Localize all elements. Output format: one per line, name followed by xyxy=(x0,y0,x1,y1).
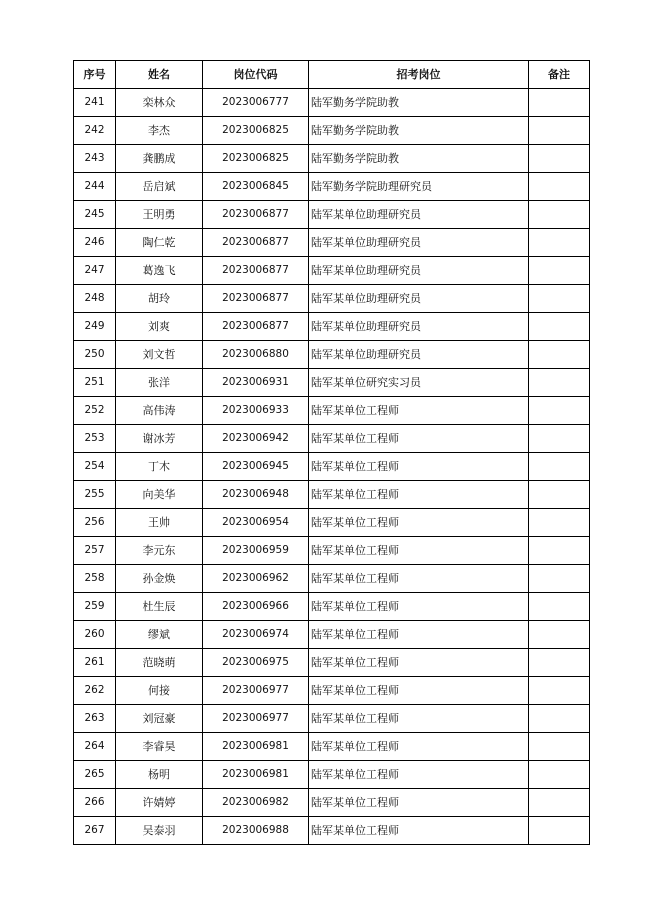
cell-code: 2023006933 xyxy=(203,397,309,425)
table-row xyxy=(74,677,590,705)
table-row xyxy=(74,453,590,481)
cell-name: 缪斌 xyxy=(116,621,203,649)
cell-note xyxy=(529,677,590,705)
cell-code: 2023006877 xyxy=(203,229,309,257)
cell-code: 2023006948 xyxy=(203,481,309,509)
cell-name: 栾林众 xyxy=(116,89,203,117)
cell-no: 260 xyxy=(74,621,116,649)
cell-note xyxy=(529,621,590,649)
header-name: 姓名 xyxy=(116,61,203,89)
cell-code: 2023006982 xyxy=(203,789,309,817)
cell-code: 2023006942 xyxy=(203,425,309,453)
cell-code: 2023006981 xyxy=(203,761,309,789)
cell-note xyxy=(529,761,590,789)
cell-name: 孙金焕 xyxy=(116,565,203,593)
cell-post: 陆军某单位工程师 xyxy=(309,649,529,677)
table-row xyxy=(74,425,590,453)
table-row xyxy=(74,761,590,789)
header-note: 备注 xyxy=(529,61,590,89)
cell-name: 范晓萌 xyxy=(116,649,203,677)
cell-no: 256 xyxy=(74,509,116,537)
cell-code: 2023006975 xyxy=(203,649,309,677)
cell-note xyxy=(529,649,590,677)
cell-name: 王明勇 xyxy=(116,201,203,229)
cell-code: 2023006966 xyxy=(203,593,309,621)
table-row xyxy=(74,341,590,369)
cell-code: 2023006988 xyxy=(203,817,309,845)
cell-post: 陆军某单位工程师 xyxy=(309,789,529,817)
table-row xyxy=(74,89,590,117)
cell-code: 2023006931 xyxy=(203,369,309,397)
cell-post: 陆军某单位助理研究员 xyxy=(309,285,529,313)
cell-note xyxy=(529,565,590,593)
cell-no: 261 xyxy=(74,649,116,677)
cell-note xyxy=(529,117,590,145)
cell-post: 陆军某单位工程师 xyxy=(309,705,529,733)
cell-name: 杨明 xyxy=(116,761,203,789)
cell-no: 252 xyxy=(74,397,116,425)
cell-post: 陆军某单位工程师 xyxy=(309,761,529,789)
cell-name: 刘冠豪 xyxy=(116,705,203,733)
cell-post: 陆军某单位工程师 xyxy=(309,537,529,565)
cell-code: 2023006777 xyxy=(203,89,309,117)
cell-no: 242 xyxy=(74,117,116,145)
cell-note xyxy=(529,397,590,425)
table-row xyxy=(74,509,590,537)
cell-note xyxy=(529,89,590,117)
cell-note xyxy=(529,733,590,761)
cell-no: 257 xyxy=(74,537,116,565)
cell-note xyxy=(529,145,590,173)
cell-code: 2023006877 xyxy=(203,285,309,313)
table-row xyxy=(74,257,590,285)
cell-no: 266 xyxy=(74,789,116,817)
cell-note xyxy=(529,705,590,733)
table-row xyxy=(74,313,590,341)
cell-code: 2023006945 xyxy=(203,453,309,481)
cell-post: 陆军勤务学院助教 xyxy=(309,145,529,173)
cell-post: 陆军某单位助理研究员 xyxy=(309,313,529,341)
cell-code: 2023006877 xyxy=(203,257,309,285)
cell-no: 243 xyxy=(74,145,116,173)
cell-post: 陆军某单位助理研究员 xyxy=(309,229,529,257)
table-row xyxy=(74,649,590,677)
cell-name: 刘爽 xyxy=(116,313,203,341)
cell-post: 陆军某单位工程师 xyxy=(309,565,529,593)
cell-post: 陆军某单位工程师 xyxy=(309,677,529,705)
cell-no: 253 xyxy=(74,425,116,453)
cell-name: 王帅 xyxy=(116,509,203,537)
cell-name: 吴泰羽 xyxy=(116,817,203,845)
cell-note xyxy=(529,173,590,201)
table-row xyxy=(74,733,590,761)
cell-post: 陆军某单位工程师 xyxy=(309,453,529,481)
table-row xyxy=(74,705,590,733)
table-row xyxy=(74,201,590,229)
cell-name: 许婧婷 xyxy=(116,789,203,817)
cell-note xyxy=(529,257,590,285)
cell-note xyxy=(529,537,590,565)
table-row xyxy=(74,789,590,817)
cell-name: 谢冰芳 xyxy=(116,425,203,453)
cell-code: 2023006977 xyxy=(203,677,309,705)
roster-table xyxy=(73,60,590,845)
cell-name: 胡玲 xyxy=(116,285,203,313)
cell-note xyxy=(529,453,590,481)
cell-code: 2023006877 xyxy=(203,201,309,229)
cell-post: 陆军某单位工程师 xyxy=(309,397,529,425)
cell-post: 陆军某单位助理研究员 xyxy=(309,257,529,285)
cell-code: 2023006974 xyxy=(203,621,309,649)
cell-code: 2023006954 xyxy=(203,509,309,537)
cell-post: 陆军某单位工程师 xyxy=(309,733,529,761)
cell-code: 2023006877 xyxy=(203,313,309,341)
cell-note xyxy=(529,425,590,453)
cell-post: 陆军某单位工程师 xyxy=(309,425,529,453)
cell-post: 陆军某单位研究实习员 xyxy=(309,369,529,397)
cell-no: 246 xyxy=(74,229,116,257)
table-row xyxy=(74,397,590,425)
cell-post: 陆军勤务学院助理研究员 xyxy=(309,173,529,201)
table-row xyxy=(74,369,590,397)
cell-name: 李元东 xyxy=(116,537,203,565)
cell-note xyxy=(529,509,590,537)
cell-code: 2023006845 xyxy=(203,173,309,201)
cell-name: 陶仁乾 xyxy=(116,229,203,257)
table-header xyxy=(74,61,590,89)
cell-no: 247 xyxy=(74,257,116,285)
cell-code: 2023006880 xyxy=(203,341,309,369)
cell-name: 李睿昊 xyxy=(116,733,203,761)
cell-note xyxy=(529,201,590,229)
cell-note xyxy=(529,313,590,341)
cell-note xyxy=(529,229,590,257)
cell-no: 248 xyxy=(74,285,116,313)
table-row xyxy=(74,817,590,845)
table-row xyxy=(74,117,590,145)
table-body xyxy=(74,89,590,845)
cell-code: 2023006962 xyxy=(203,565,309,593)
cell-name: 岳启斌 xyxy=(116,173,203,201)
cell-no: 244 xyxy=(74,173,116,201)
cell-no: 264 xyxy=(74,733,116,761)
table-row xyxy=(74,621,590,649)
cell-no: 267 xyxy=(74,817,116,845)
cell-name: 刘文哲 xyxy=(116,341,203,369)
cell-name: 向美华 xyxy=(116,481,203,509)
cell-note xyxy=(529,593,590,621)
cell-code: 2023006981 xyxy=(203,733,309,761)
cell-no: 241 xyxy=(74,89,116,117)
cell-code: 2023006825 xyxy=(203,145,309,173)
cell-post: 陆军勤务学院助教 xyxy=(309,89,529,117)
cell-post: 陆军某单位工程师 xyxy=(309,817,529,845)
cell-name: 张洋 xyxy=(116,369,203,397)
cell-post: 陆军某单位工程师 xyxy=(309,593,529,621)
cell-no: 255 xyxy=(74,481,116,509)
table-row xyxy=(74,593,590,621)
cell-note xyxy=(529,341,590,369)
cell-code: 2023006825 xyxy=(203,117,309,145)
cell-no: 258 xyxy=(74,565,116,593)
table-row xyxy=(74,565,590,593)
cell-name: 李杰 xyxy=(116,117,203,145)
cell-post: 陆军某单位助理研究员 xyxy=(309,341,529,369)
cell-post: 陆军某单位工程师 xyxy=(309,509,529,537)
cell-code: 2023006977 xyxy=(203,705,309,733)
cell-name: 何接 xyxy=(116,677,203,705)
table-row xyxy=(74,481,590,509)
cell-name: 葛逸飞 xyxy=(116,257,203,285)
table-row xyxy=(74,145,590,173)
cell-code: 2023006959 xyxy=(203,537,309,565)
cell-note xyxy=(529,789,590,817)
cell-no: 254 xyxy=(74,453,116,481)
cell-post: 陆军某单位工程师 xyxy=(309,481,529,509)
cell-no: 251 xyxy=(74,369,116,397)
cell-no: 249 xyxy=(74,313,116,341)
cell-no: 259 xyxy=(74,593,116,621)
cell-no: 245 xyxy=(74,201,116,229)
table-row xyxy=(74,229,590,257)
header-row xyxy=(74,61,590,89)
cell-post: 陆军某单位工程师 xyxy=(309,621,529,649)
cell-name: 龚鹏成 xyxy=(116,145,203,173)
header-code: 岗位代码 xyxy=(203,61,309,89)
cell-no: 265 xyxy=(74,761,116,789)
cell-no: 262 xyxy=(74,677,116,705)
table-row xyxy=(74,285,590,313)
cell-note xyxy=(529,817,590,845)
cell-name: 丁木 xyxy=(116,453,203,481)
cell-post: 陆军某单位助理研究员 xyxy=(309,201,529,229)
header-post: 招考岗位 xyxy=(309,61,529,89)
cell-name: 杜生辰 xyxy=(116,593,203,621)
table-row xyxy=(74,173,590,201)
header-no: 序号 xyxy=(74,61,116,89)
cell-no: 250 xyxy=(74,341,116,369)
cell-name: 高伟涛 xyxy=(116,397,203,425)
cell-note xyxy=(529,369,590,397)
cell-note xyxy=(529,285,590,313)
cell-no: 263 xyxy=(74,705,116,733)
cell-post: 陆军勤务学院助教 xyxy=(309,117,529,145)
table-row xyxy=(74,537,590,565)
cell-note xyxy=(529,481,590,509)
